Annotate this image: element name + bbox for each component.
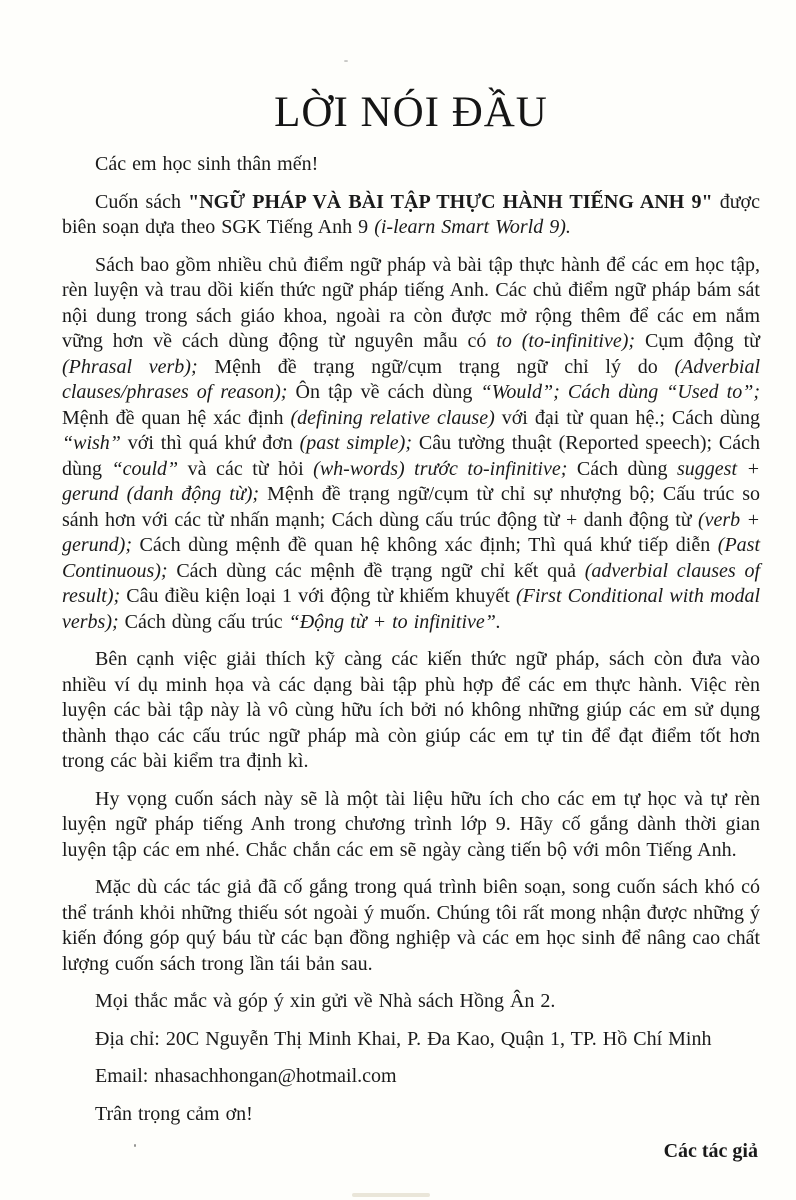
paragraph-thanks xyxy=(62,1102,760,1128)
text-run: và các từ hỏi xyxy=(178,457,314,480)
text-run: Bên cạnh việc giải thích kỹ càng các kiến thức ngữ pháp, sách còn đưa vào nhiều ví dụ minh họa và các dạng bài tập phù hợp để các em thực hành. Việc rèn luyện các bài tập này là vô cùng hữu ích bởi nó không những giúp các em sử dụng thành thạo các cấu trúc ngữ pháp mà còn giúp các em tự tin để đạt điểm tốt hơn trong các bài kiểm tra định kì. xyxy=(62,648,760,772)
text-run: với thì quá khứ đơn xyxy=(120,432,300,454)
page-title: LỜI NÓI ĐẦU xyxy=(274,89,548,136)
text-run: (Past Continuous); xyxy=(62,534,760,582)
text-run: (verb + gerund); xyxy=(62,508,761,556)
text-run: suggest + gerund (danh động từ); xyxy=(62,457,761,505)
paragraph-feedback xyxy=(62,989,760,1015)
scan-artifact-dot xyxy=(344,60,348,62)
text-run: (adverbial clauses of result); xyxy=(62,559,760,607)
text-run: Câu tường thuật (Reported speech); Cách dùng xyxy=(62,432,760,480)
text-run: (First Conditional with modal verbs); xyxy=(62,585,760,633)
paragraph-email xyxy=(62,1064,760,1090)
text-run: Ôn tập về cách dùng xyxy=(287,381,481,403)
page-content xyxy=(62,0,760,1164)
text-run: Cách dùng cấu trúc xyxy=(118,610,289,633)
text-run: Cách dùng xyxy=(567,457,678,480)
text-run: Mệnh đề trạng ngữ/cụm từ chỉ sự nhượng bộ; Cấu trúc so sánh hơn với các từ nhấn mạnh; Cách dùng cấu trúc động từ + danh động từ xyxy=(62,483,760,531)
scan-artifact-smudge xyxy=(352,1193,430,1197)
paragraph-hope xyxy=(62,787,760,864)
text-run: to (to-infinitive); xyxy=(496,330,636,352)
text-run: Mệnh đề quan hệ xác định xyxy=(62,406,291,429)
text-run: (wh-words) trước to-infinitive; xyxy=(313,457,568,480)
text-run: Cách dùng các mệnh đề trạng ngữ chỉ kết quả xyxy=(167,559,585,582)
text-run: “could” xyxy=(111,457,179,480)
text-run: “wish” xyxy=(62,432,121,454)
text-run: Cách dùng mệnh đề quan hệ không xác định; Thì quá khứ tiếp diễn xyxy=(131,534,718,556)
paragraph-practice-benefits xyxy=(62,647,760,775)
text-run: Cụm động từ xyxy=(635,330,760,352)
text-run: được biên soạn dựa theo SGK Tiếng Anh 9 xyxy=(62,190,760,238)
text-run: (defining relative clause) xyxy=(290,406,495,429)
text-run: “Would”; Cách dùng “Used to”; xyxy=(480,381,760,403)
scan-artifact-dot xyxy=(134,1144,136,1147)
text-run: với đại từ quan hệ.; Cách dùng xyxy=(494,406,760,429)
paragraph-apology xyxy=(62,875,760,977)
text-run: Mặc dù các tác giả đã cố gắng trong quá trình biên soạn, song cuốn sách khó có thể tránh khỏi những thiếu sót ngoài ý muốn. Chúng tôi rất mong nhận được những ý kiến đóng góp quý báu từ các bạn đồng nghiệp và các em học sinh để nâng cao chất lượng cuốn sách trong lần tái bản sau. xyxy=(62,876,760,975)
text-run: “Động từ + to infinitive”. xyxy=(288,610,501,633)
text-run: Email: nhasachhongan@hotmail.com xyxy=(95,1065,397,1087)
text-run: Câu điều kiện loại 1 với động từ khiếm khuyết xyxy=(120,585,516,607)
text-run: Địa chỉ: 20C Nguyễn Thị Minh Khai, P. Đa Kao, Quận 1, TP. Hồ Chí Minh xyxy=(95,1027,712,1050)
text-run: Sách bao gồm nhiều chủ điểm ngữ pháp và bài tập thực hành để các em học tập, rèn luyện và trau dồi kiến thức ngữ pháp tiếng Anh. Các chủ điểm ngữ pháp bám sát nội dung trong sách giáo khoa, ngoài ra còn được mở rộng thêm để các em nắm vững hơn về cách dùng động từ nguyên mẫu có xyxy=(62,253,760,352)
text-run: "NGỮ PHÁP VÀ BÀI TẬP THỰC HÀNH TIẾNG ANH 9" xyxy=(188,190,713,213)
paragraph-address xyxy=(62,1027,760,1053)
text-run: (past simple); xyxy=(299,432,412,454)
text-run: Mệnh đề trạng ngữ/cụm trạng ngữ chỉ lý do xyxy=(197,355,675,378)
text-run: Mọi thắc mắc và góp ý xin gửi về Nhà sách Hồng Ân 2. xyxy=(95,990,556,1012)
paragraph-book-intro xyxy=(62,190,760,241)
text-run: Hy vọng cuốn sách này sẽ là một tài liệu hữu ích cho các em tự học và tự rèn luyện ngữ pháp tiếng Anh trong chương trình lớp 9. Hãy cố gắng dành thời gian luyện tập các em nhé. Chắc chắn các em sẽ ngày càng tiến bộ với môn Tiếng Anh. xyxy=(62,787,760,861)
text-run: Cuốn sách xyxy=(95,190,189,213)
text-run: (i-learn Smart World 9). xyxy=(374,216,571,238)
text-run: (Adverbial clauses/phrases of reason); xyxy=(62,355,760,403)
paragraph-contents-overview xyxy=(62,253,760,636)
text-run: Các em học sinh thân mến! xyxy=(95,153,319,175)
authors-signature: Các tác giả xyxy=(663,1140,758,1162)
text-run: (Phrasal verb); xyxy=(62,355,198,378)
paragraph-greeting xyxy=(62,152,760,178)
text-run: Trân trọng cảm ơn! xyxy=(95,1102,253,1125)
